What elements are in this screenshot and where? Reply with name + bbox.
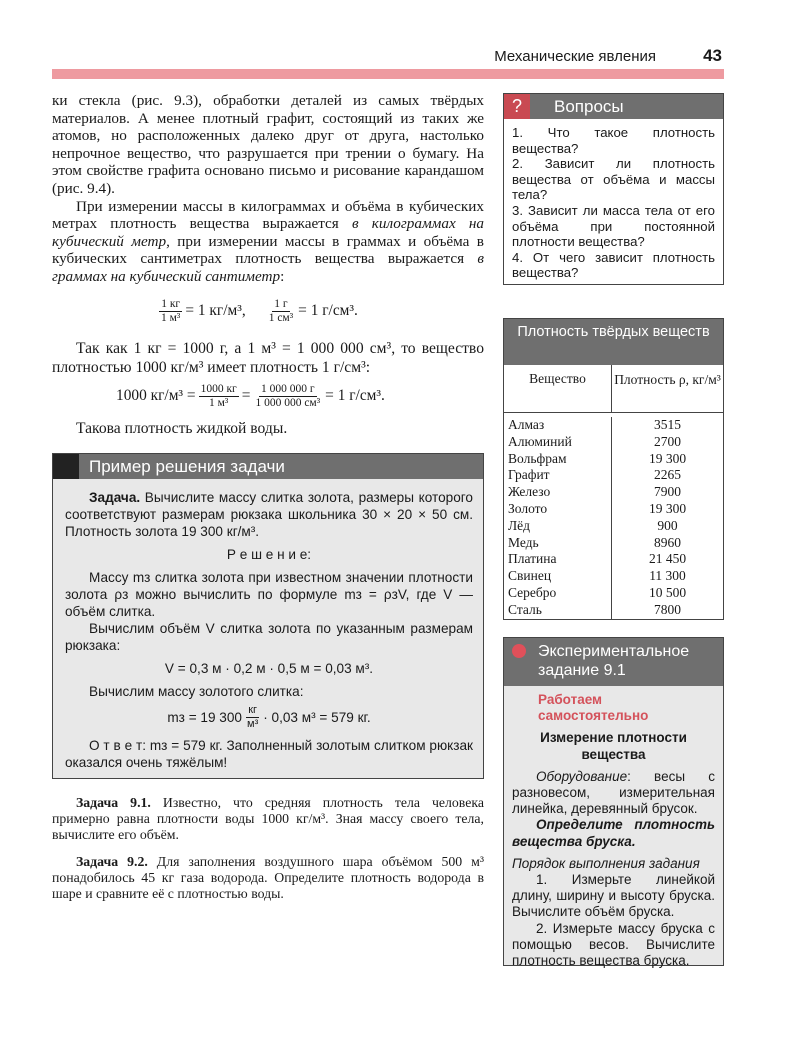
question-item: 3. Зависит ли масса тела от его объёма при постоянной плотности вещества?	[512, 202, 715, 250]
density-value: 900	[657, 517, 678, 533]
solution-label: Р е ш е н и е:	[226, 547, 312, 562]
example-body	[53, 479, 483, 771]
question-item: 4. От чего зависит плотность вещества?	[512, 249, 715, 281]
substance-name: Золото	[504, 501, 612, 518]
substance-name: Алмаз	[504, 417, 612, 434]
page-number: 43	[703, 46, 722, 65]
density-value: 8960	[654, 534, 681, 550]
solution-step-2: Вычислим объём V слитка золота по указанным размерам рюкзака:	[65, 621, 473, 653]
questions-list	[504, 119, 723, 281]
table-row	[504, 585, 723, 602]
density-value: 3515	[654, 417, 681, 432]
table-row	[504, 518, 723, 535]
substance-name: Лёд	[504, 518, 612, 535]
table-row	[504, 551, 723, 568]
question-item: 2. Зависит ли плотность вещества от объёма и массы тела?	[512, 156, 715, 203]
tasks-section	[52, 795, 484, 902]
experiment-subtitle: Работаем самостоятельно	[538, 692, 649, 724]
table-row	[504, 602, 723, 619]
square-marker-icon	[53, 454, 79, 479]
substance-name: Алюминий	[504, 434, 612, 451]
paragraph-water: Такова плотность жидкой воды.	[76, 419, 288, 437]
density-value: 7900	[654, 484, 681, 500]
table-row	[504, 535, 723, 552]
table-body	[504, 413, 723, 619]
paragraph-conversion: Так как 1 кг = 1000 г, а 1 м³ = 1 000 000 см³, то вещество плотностью 1000 кг/м³ имеет плотность 1 г/см³:	[52, 339, 484, 376]
section-title: Механические явления	[494, 48, 656, 65]
experiment-order-label: Порядок выполнения задания	[512, 855, 700, 871]
experiment-step-2: 2. Измерьте массу бруска с помощью весов. Вычислите плотность вещества бруска.	[512, 920, 715, 969]
questions-box	[503, 93, 724, 285]
density-value: 10 500	[648, 584, 687, 600]
density-value: 2265	[654, 467, 681, 483]
substance-name: Вольфрам	[504, 451, 612, 468]
experiment-body	[504, 686, 723, 969]
substance-name: Платина	[504, 551, 612, 568]
questions-header: ? Вопросы	[504, 94, 723, 119]
column-header-density: Плотность ρ, кг/м³	[614, 372, 721, 387]
table-header-row	[504, 365, 723, 413]
example-answer: О т в е т: mз = 579 кг. Заполненный золотым слитком рюкзак оказался очень тяжёлым!	[65, 738, 473, 770]
table-row	[504, 568, 723, 585]
example-task: Задача. Вычислите массу слитка золота, размеры которого соответствуют размерам рюкзака школьника 30 × 20 × 50 см. Плотность золота 19 300 кг/м³.	[65, 490, 473, 539]
page-header	[52, 42, 724, 82]
table-row	[504, 484, 723, 501]
question-item: 1. Что такое плотность вещества?	[512, 125, 715, 156]
task-9-1: Задача 9.1. Известно, что средняя плотность тела человека примерно равна плотности воды 1000 кг/м³. Зная массу своего тела, вычислите его объём.	[52, 795, 484, 843]
main-text	[52, 92, 484, 437]
experiment-equipment: Оборудование: весы с разновесом, измерительная линейка, деревянный брусок.	[512, 768, 715, 817]
table-row	[504, 501, 723, 518]
table-row	[504, 467, 723, 484]
circle-marker-icon	[512, 644, 526, 658]
density-table	[503, 318, 724, 620]
density-value: 2700	[654, 433, 681, 449]
formula-conversion: 1000 кг/м³ = $\frac{1000 кг}{\text{1 м³}}$ = $\frac{1 000 000 г}{\text{1 000 000 см³}}$ = 1 г/см³.	[116, 382, 385, 409]
example-box	[52, 453, 484, 779]
substance-name: Сталь	[504, 602, 612, 619]
experiment-step-1: 1. Измерьте линейкой длину, ширину и высоту бруска. Вычислите объём бруска.	[512, 872, 715, 920]
solution-step-3: Вычислим массу золотого слитка:	[89, 684, 304, 699]
table-title: Плотность твёрдых веществ	[504, 319, 723, 365]
substance-name: Свинец	[504, 568, 612, 585]
paragraph-diamond-graphite: ки стекла (рис. 9.3), обработки деталей из самых твёрдых материалов. А менее плотный графит, состоящий из таких же атомов, но расположенных далеко друг от друга, настолько непрочное вещество, что разрушается при трении о бумагу. На этом свойстве графита основано письмо и рисование карандашом (рис. 9.4).	[52, 92, 484, 197]
substance-name: Серебро	[504, 585, 612, 602]
density-value: 11 300	[649, 568, 686, 584]
density-value: 21 450	[648, 551, 687, 567]
formula-mass: mз = 19 300 $\frac{кг}{\text{м³}}$ · 0,03 м³ = 579 кг.	[167, 704, 371, 730]
density-value: 19 300	[648, 450, 687, 466]
solution-step-1: Массу mз слитка золота при известном значении плотности золота ρз можно вычислить по формуле mз = ρзV, где V — объём слитка.	[65, 570, 473, 619]
experiment-name: Измерение плотности вещества	[540, 730, 687, 762]
table-row	[504, 451, 723, 468]
density-value: 19 300	[648, 500, 687, 516]
formula-units: $\frac{1 кг}{\text{1 м³}}$ = 1 кг/м³, $\frac{1 г}{\text{1 см³}}$ = 1 г/см³.	[161, 297, 358, 324]
task-9-2: Задача 9.2. Для заполнения воздушного шара объёмом 500 м³ понадобилось 45 кг газа водорода. Определите плотность водорода в шаре и сравните её с плотностью воды.	[52, 853, 484, 902]
experiment-box	[503, 637, 724, 969]
paragraph-units: При измерении массы в килограммах и объёма в кубических метрах плотность вещества выражается в килограммах на кубический метр, при измерении массы в граммах и объёма в кубических сантиметрах плотность вещества выражается в граммах на кубический сантиметр:	[52, 197, 484, 285]
table-row	[504, 417, 723, 434]
question-mark-icon: ?	[504, 94, 530, 119]
formula-volume: V = 0,3 м · 0,2 м · 0,5 м = 0,03 м³.	[164, 661, 374, 676]
substance-name: Железо	[504, 484, 612, 501]
column-header-substance: Вещество	[504, 365, 612, 412]
experiment-goal: Определите плотность вещества бруска.	[512, 817, 715, 849]
header-accent-bar	[52, 69, 724, 79]
example-header: Пример решения задачи	[53, 454, 483, 479]
substance-name: Медь	[504, 535, 612, 552]
density-value: 7800	[654, 601, 681, 617]
substance-name: Графит	[504, 467, 612, 484]
table-row	[504, 434, 723, 451]
experiment-header: Экспериментальное задание 9.1	[504, 638, 723, 686]
